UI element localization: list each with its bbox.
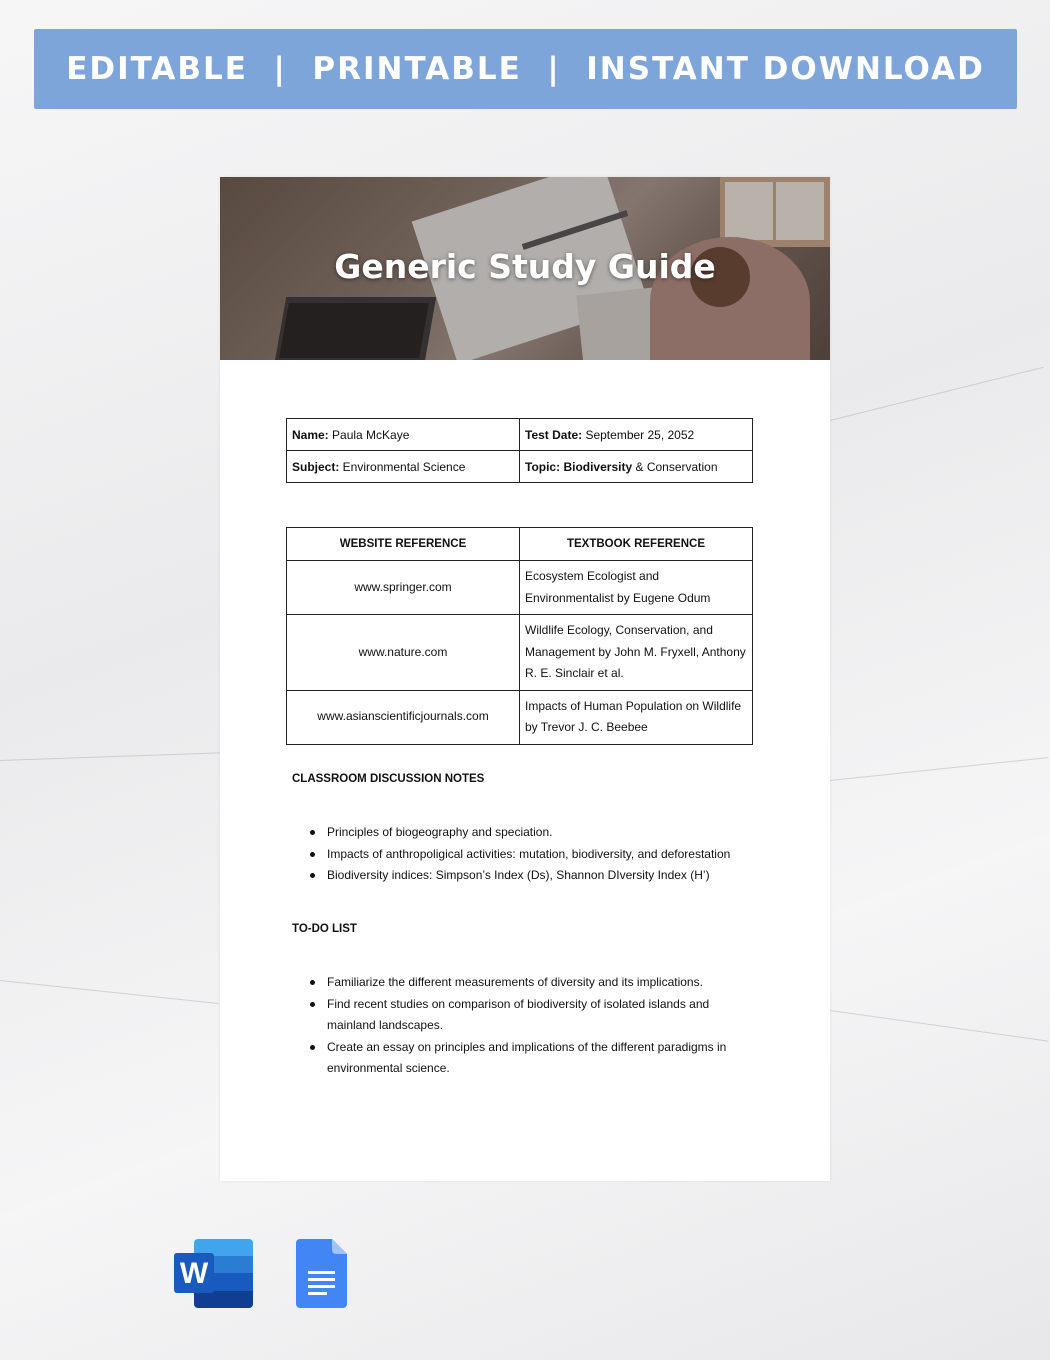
study-guide-document [220,177,830,1181]
textbook-cell: Impacts of Human Population on Wildlife by Trevor J. C. Beebee [520,690,753,744]
marble-vein [830,1010,1048,1042]
todo-list [307,972,747,1080]
topic-value: & Conservation [632,459,718,474]
name-label: Name: [292,427,329,442]
marble-vein [830,757,1049,781]
textbook-cell: Ecosystem Ecologist and Environmentalist by Eugene Odum [520,561,753,615]
test-date-label: Test Date: [525,427,583,442]
discussion-heading: CLASSROOM DISCUSSION NOTES [292,773,485,785]
student-info-table [286,418,753,483]
list-item: Create an essay on principles and implications of the different paradigms in environmental science. [307,1037,747,1080]
discussion-list [307,822,747,887]
document-title: Generic Study Guide [334,247,716,286]
name-cell [287,419,520,451]
references-table [286,527,753,745]
marble-vein [830,367,1044,421]
list-item: Principles of biogeography and speciation. [307,822,747,844]
table-row [287,690,753,744]
subject-cell [287,451,520,483]
list-item: Biodiversity indices: Simpson’s Index (Ds), Shannon DIversity Index (H’) [307,865,747,887]
subject-label: Subject: [292,459,340,474]
word-icon-letter: W [179,1257,209,1290]
hero-photo [220,177,830,360]
marble-vein [0,980,219,1004]
word-icon[interactable] [174,1239,254,1309]
promo-banner [34,29,1017,109]
name-value: Paula McKaye [328,427,410,442]
test-date-cell [520,419,753,451]
website-cell: www.springer.com [287,561,520,615]
topic-label: Topic: Biodiversity [525,459,633,474]
table-row [287,615,753,691]
banner-text: EDITABLE | PRINTABLE | INSTANT DOWNLOAD [66,51,985,87]
test-date-value: September 25, 2052 [582,427,695,442]
list-item: Find recent studies on comparison of biodiversity of isolated islands and mainland landscapes. [307,994,747,1037]
google-docs-icon[interactable] [296,1239,348,1309]
website-cell: www.nature.com [287,615,520,691]
list-item: Impacts of anthropoligical activities: mutation, biodiversity, and deforestation [307,844,747,866]
website-cell: www.asianscientificjournals.com [287,690,520,744]
list-item: Familiarize the different measurements of diversity and its implications. [307,972,747,994]
subject-value: Environmental Science [339,459,466,474]
table-row [287,561,753,615]
textbook-cell: Wildlife Ecology, Conservation, and Management by John M. Fryxell, Anthony R. E. Sinclair et al. [520,615,753,691]
textbook-reference-header: TEXTBOOK REFERENCE [520,528,753,561]
topic-cell [520,451,753,483]
todo-heading: TO-DO LIST [292,923,357,935]
website-reference-header: WEBSITE REFERENCE [287,528,520,561]
